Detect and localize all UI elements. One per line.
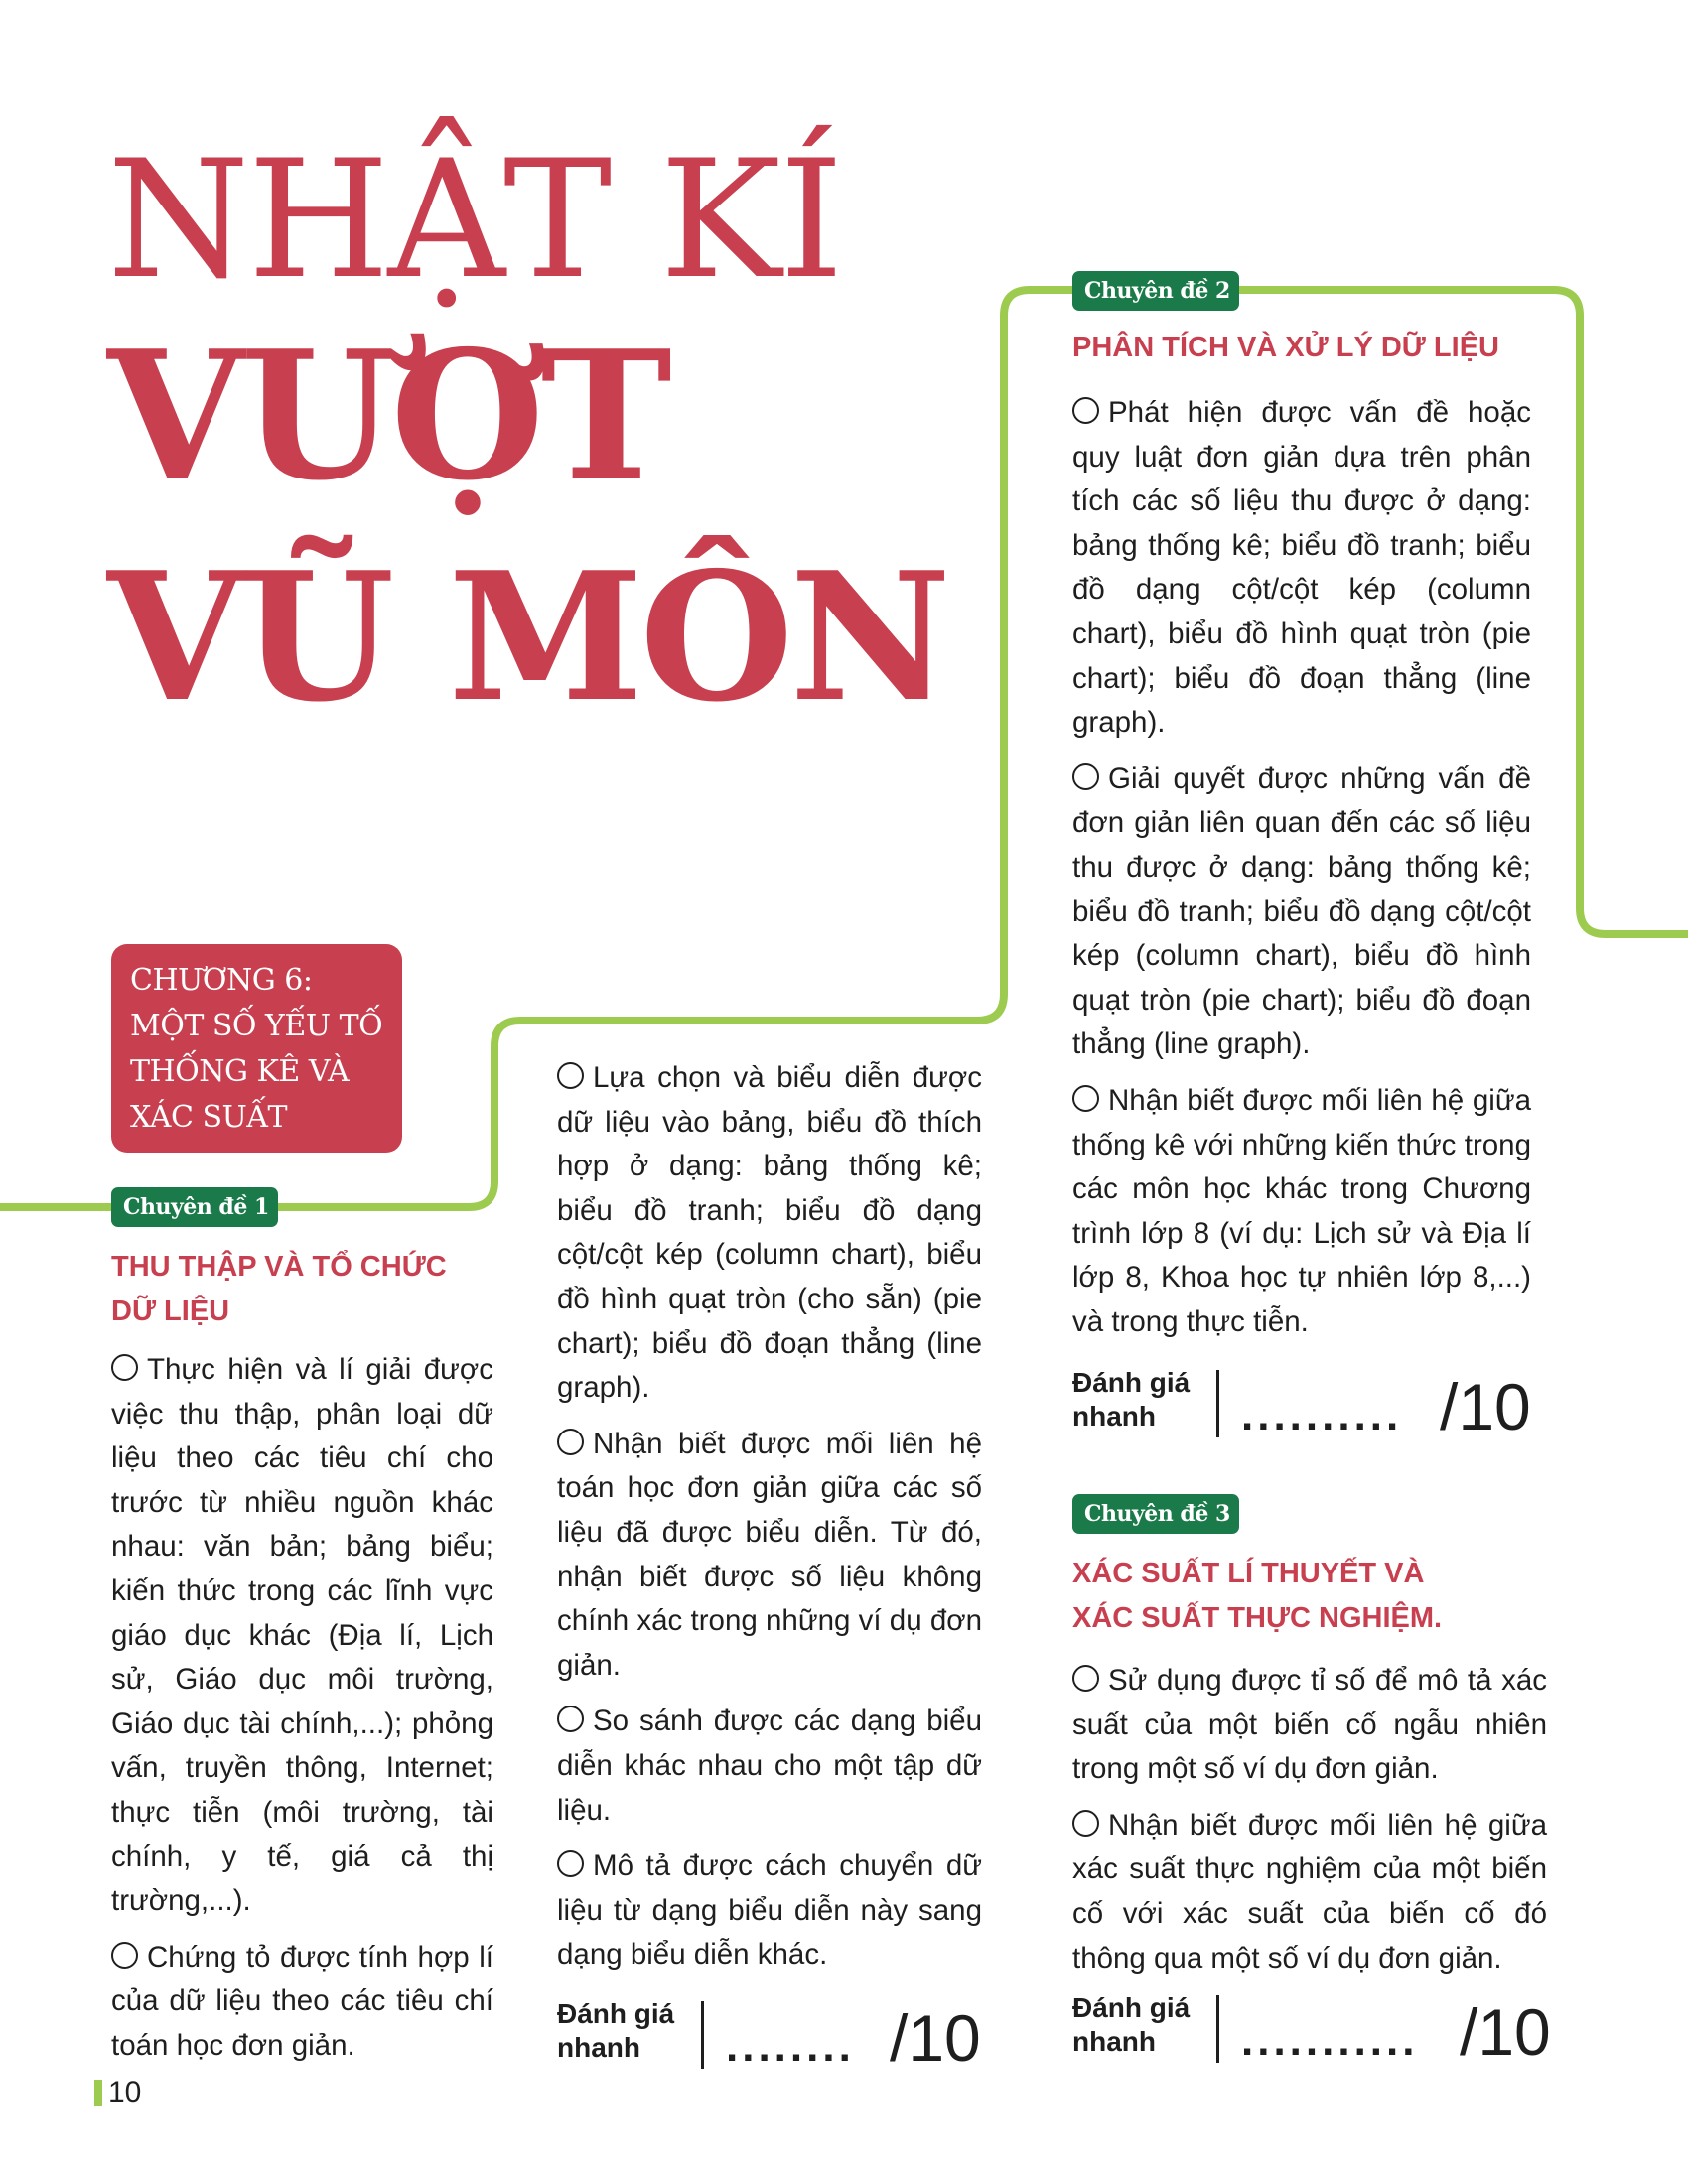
topic-heading-line: THU THẬP VÀ TỔ CHỨC [111, 1251, 447, 1283]
quick-rating-label [557, 1997, 674, 2065]
page-number [94, 2077, 141, 2109]
page-marker-bar [94, 2080, 102, 2106]
objective-item [557, 1700, 982, 1833]
objective-item [1072, 391, 1531, 746]
topic-heading-2 [1072, 326, 1499, 370]
objective-item [557, 1056, 982, 1411]
empty-circle-checkbox-icon[interactable] [1072, 1810, 1099, 1837]
score-max: /10 [890, 2001, 981, 2075]
objective-item [1072, 757, 1531, 1067]
objective-text: Giải quyết được những vấn đề đơn giản liên quan đến các số liệu thu được ở dạng: bảng thống kê; biểu đồ tranh; biểu đồ dạng cột/cột kép (column chart), biểu đồ hình quạt tròn (pie chart); biểu đồ đoạn thẳng (line graph). [1072, 761, 1531, 1061]
quick-rating-label-line: Đánh giá [1072, 1992, 1191, 2023]
quick-rating-topic-3 [1072, 1991, 1559, 2069]
objective-text: Lựa chọn và biểu diễn được dữ liệu vào bảng, biểu đồ thích hợp ở dạng: bảng thống kê; biểu đồ tranh; biểu đồ dạng cột/cột kép (column chart), biểu đồ hình quạt tròn (cho sẵn) (pie chart); biểu đồ đoạn thẳng (line graph). [557, 1061, 982, 1405]
empty-circle-checkbox-icon[interactable] [557, 1706, 584, 1732]
topic-1-column-middle [557, 1056, 982, 1989]
title-line-2: VƯỢT [107, 312, 668, 519]
topic-2-column [1072, 391, 1531, 1356]
topic-badge-3: Chuyên đề 3 [1072, 1494, 1239, 1534]
objective-text: Nhận biết được mối liên hệ giữa xác suất thực nghiệm của một biến cố với xác suất của biến cố đó thông qua một số ví dụ đơn giản. [1072, 1808, 1547, 1975]
objective-text: Thực hiện và lí giải được việc thu thập, phân loại dữ liệu theo các tiêu chí cho trước từ nhiều nguồn khác nhau: văn bản; bảng biểu; kiến thức trong các lĩnh vực giáo dục khác (Địa lí, Lịch sử, Giáo dục môi trường, Giáo dục tài chính,...); phỏng vấn, truyền thông, Internet; thực tiễn (môi trường, tài chính, y tế, giá cả thị trường,...). [111, 1353, 493, 1918]
objective-text: Sử dụng được tỉ số để mô tả xác suất của một biến cố ngẫu nhiên trong một số ví dụ đơn giản. [1072, 1664, 1547, 1786]
objective-item [1072, 1804, 1547, 1980]
empty-circle-checkbox-icon[interactable] [111, 1354, 138, 1381]
objective-text: Phát hiện được vấn đề hoặc quy luật đơn giản dựa trên phân tích các số liệu thu được ở dạng: bảng thống kê; biểu đồ tranh; biểu đồ dạng cột/cột kép (column chart), biểu đồ hình quạt tròn (pie chart); biểu đồ đoạn thẳng (line graph). [1072, 396, 1531, 740]
topic-badge-2: Chuyên đề 2 [1072, 271, 1239, 311]
topic-badge-1: Chuyên đề 1 [111, 1187, 278, 1227]
empty-circle-checkbox-icon[interactable] [1072, 1665, 1099, 1692]
quick-rating-label-line: nhanh [557, 2032, 640, 2063]
objective-text: Chứng tỏ được tính hợp lí của dữ liệu theo các tiêu chí toán học đơn giản. [111, 1940, 493, 2062]
rating-divider [1216, 1995, 1219, 2063]
title-line-1: NHẬT KÍ [107, 125, 842, 315]
chapter-line: MỘT SỐ YẾU TỐ [130, 1009, 383, 1043]
quick-rating-topic-1 [557, 1997, 984, 2075]
chapter-line: XÁC SUẤT [130, 1100, 287, 1135]
topic-heading-line: DỮ LIỆU [111, 1296, 230, 1327]
quick-rating-label [1072, 1991, 1190, 2059]
page-number-text: 10 [108, 2076, 142, 2109]
objective-text: Mô tả được cách chuyển dữ liệu từ dạng biểu diễn này sang dạng biểu diễn khác. [557, 1849, 982, 1972]
topic-heading-3 [1072, 1552, 1442, 1641]
objective-item [1072, 1659, 1547, 1792]
score-blank[interactable]: ........... [1241, 2016, 1419, 2065]
objective-item [111, 1348, 493, 1924]
objective-text: Nhận biết được mối liên hệ toán học đơn giản giữa các số liệu đã được biểu diễn. Từ đó, nhận biết được số liệu không chính xác trong những ví dụ đơn giản. [557, 1427, 982, 1682]
topic-heading-line: XÁC SUẤT THỰC NGHIỆM. [1072, 1602, 1443, 1634]
chapter-line: CHƯƠNG 6: [130, 963, 313, 998]
topic-heading-line: PHÂN TÍCH VÀ XỬ LÝ DỮ LIỆU [1072, 332, 1499, 363]
score-max: /10 [1460, 1995, 1551, 2069]
chapter-box [111, 944, 402, 1153]
empty-circle-checkbox-icon[interactable] [1072, 397, 1099, 424]
rating-divider [701, 2001, 704, 2069]
topic-1-column-left [111, 1348, 493, 2081]
quick-rating-label-line: nhanh [1072, 2026, 1156, 2057]
objective-item [111, 1936, 493, 2069]
quick-rating-topic-2 [1072, 1366, 1539, 1443]
objective-item [1072, 1079, 1531, 1345]
objective-text: So sánh được các dạng biểu diễn khác nhau cho một tập dữ liệu. [557, 1705, 982, 1827]
score-blank[interactable]: ........ [726, 2022, 855, 2071]
chapter-line: THỐNG KÊ VÀ [130, 1054, 350, 1089]
score-blank[interactable]: .......... [1241, 1391, 1403, 1439]
quick-rating-label-line: Đánh giá [557, 1998, 675, 2029]
topic-3-column [1072, 1659, 1547, 1992]
objective-text: Nhận biết được mối liên hệ giữa thống kê với những kiến thức trong các môn học khác trong Chương trình lớp 8 (ví dụ: Lịch sử và Địa lí lớp 8, Khoa học tự nhiên lớp 8,...) và trong thực tiễn. [1072, 1083, 1531, 1338]
rating-divider [1216, 1370, 1219, 1437]
objective-item [557, 1423, 982, 1689]
empty-circle-checkbox-icon[interactable] [1072, 763, 1099, 790]
empty-circle-checkbox-icon[interactable] [1072, 1085, 1099, 1112]
quick-rating-label-line: nhanh [1072, 1401, 1156, 1432]
empty-circle-checkbox-icon[interactable] [557, 1062, 584, 1089]
quick-rating-label [1072, 1366, 1190, 1433]
title-line-3: VŨ MÔN [107, 533, 948, 741]
score-max: /10 [1440, 1370, 1531, 1443]
empty-circle-checkbox-icon[interactable] [111, 1942, 138, 1969]
empty-circle-checkbox-icon[interactable] [557, 1850, 584, 1877]
objective-item [557, 1844, 982, 1978]
empty-circle-checkbox-icon[interactable] [557, 1429, 584, 1455]
topic-heading-1 [111, 1245, 447, 1334]
topic-heading-line: XÁC SUẤT LÍ THUYẾT VÀ [1072, 1558, 1425, 1589]
quick-rating-label-line: Đánh giá [1072, 1367, 1191, 1398]
